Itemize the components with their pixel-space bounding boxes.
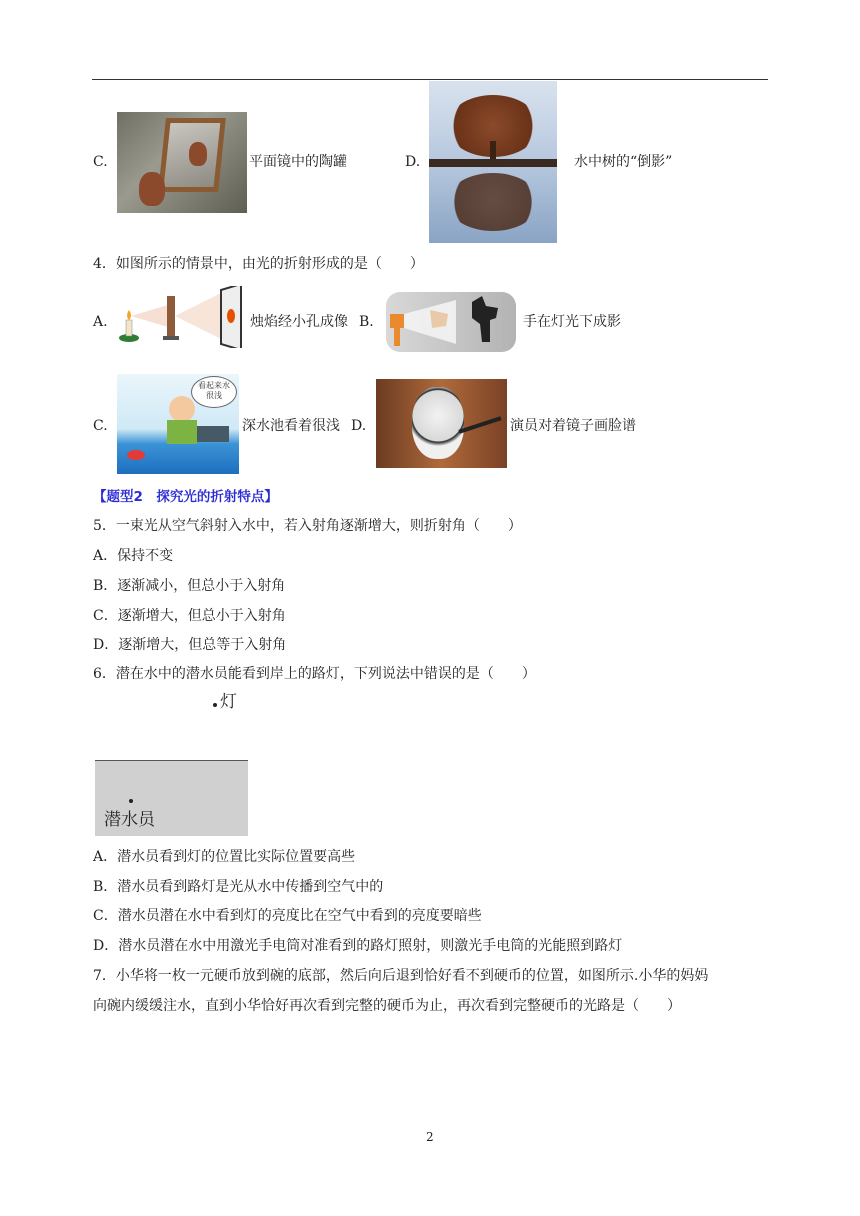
q5-option: D．逐渐增大，但总等于入射角: [93, 637, 287, 653]
q4-option-d-text: 演员对着镜子画脸谱: [510, 418, 636, 434]
q7-stem-line-2: 向碗内缓缓注水，直到小华恰好再次看到完整的硬币为止，再次看到完整硬币的光路是（ ）: [93, 998, 681, 1014]
diver-point: [129, 799, 133, 803]
q6-option: A．潜水员看到灯的位置比实际位置要高些: [93, 849, 356, 865]
q7-stem-line-1: 7．小华将一枚一元硬币放到碗的底部，然后向后退到恰好看不到硬币的位置，如图所示.小华的妈妈: [93, 968, 709, 984]
q4-stem: 4．如图所示的情景中，由光的折射形成的是（ ）: [93, 256, 424, 272]
q3-option-c-text: 平面镜中的陶罐: [249, 154, 347, 170]
q6-option: B．潜水员看到路灯是光从水中传播到空气中的: [93, 879, 384, 895]
q4-option-c-letter: C.: [93, 418, 108, 434]
q3-option-d-text: 水中树的“倒影”: [574, 154, 673, 170]
q4-option-c-text: 深水池看着很浅: [242, 418, 340, 434]
lamp-point: [213, 703, 217, 707]
q4-option-a-letter: A.: [93, 314, 108, 330]
q6-stem: 6．潜在水中的潜水员能看到岸上的路灯，下列说法中错误的是（ ）: [93, 666, 536, 682]
q3-option-c-letter: C.: [93, 154, 108, 170]
lamp-label: 灯: [220, 692, 237, 712]
q4-option-a-text: 烛焰经小孔成像: [250, 314, 348, 330]
q5-option: C．逐渐增大，但总小于入射角: [93, 608, 286, 624]
section-heading: 【题型2 探究光的折射特点】: [93, 489, 278, 505]
q6-option: D．潜水员潜在水中用激光手电筒对准看到的路灯照射，则激光手电筒的光能照到路灯: [93, 938, 623, 954]
pool-speech-bubble: 看起来水很浅: [198, 381, 230, 400]
q5-stem: 5．一束光从空气斜射入水中，若入射角逐渐增大，则折射角（ ）: [93, 518, 522, 534]
q4-option-d-letter: D.: [351, 418, 367, 434]
q6-option: C．潜水员潜在水中看到灯的亮度比在空气中看到的亮度要暗些: [93, 908, 482, 924]
mirror-jar-photo: [117, 112, 247, 213]
q5-option: B．逐渐减小，但总小于入射角: [93, 578, 286, 594]
q5-option: A．保持不变: [93, 548, 174, 564]
header-rule: [92, 79, 768, 80]
hand-shadow-photo: [386, 292, 516, 352]
page-number: 2: [426, 1130, 434, 1144]
q4-option-b-letter: B.: [359, 314, 374, 330]
pinhole-candle-photo: [117, 286, 245, 348]
shallow-pool-cartoon: [117, 374, 239, 474]
q3-option-d-letter: D.: [405, 154, 421, 170]
diver-label: 潜水员: [104, 810, 155, 830]
q4-option-b-text: 手在灯光下成影: [523, 314, 621, 330]
opera-mask-photo: [376, 379, 507, 468]
tree-reflection-photo: [429, 81, 557, 243]
